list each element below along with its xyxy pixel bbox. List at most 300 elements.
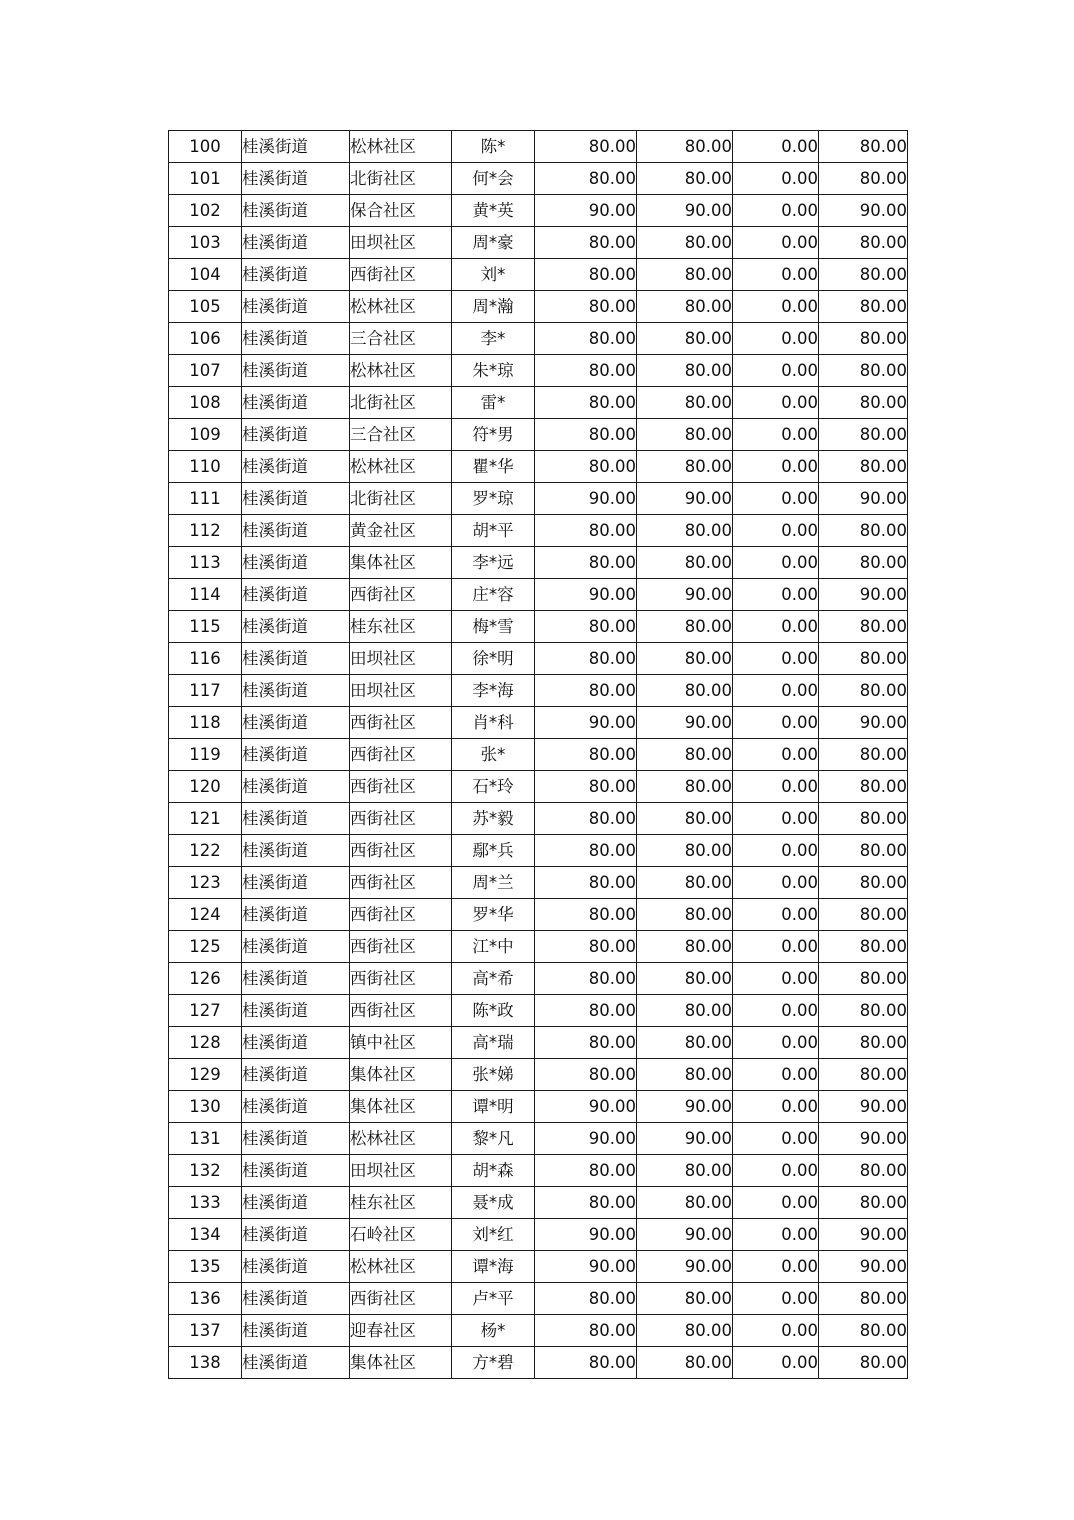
row-number-cell: 104 <box>169 259 242 291</box>
amount-cell-2: 80.00 <box>637 1315 733 1347</box>
amount-cell-4: 90.00 <box>819 1091 908 1123</box>
amount-cell-1: 80.00 <box>535 227 637 259</box>
name-cell: 瞿*华 <box>452 451 535 483</box>
amount-cell-1: 80.00 <box>535 131 637 163</box>
table-row <box>169 259 908 291</box>
community-cell: 黄金社区 <box>350 515 452 547</box>
table-row <box>169 899 908 931</box>
amount-cell-1: 90.00 <box>535 1091 637 1123</box>
name-cell: 黎*凡 <box>452 1123 535 1155</box>
amount-cell-4: 80.00 <box>819 547 908 579</box>
community-cell: 西街社区 <box>350 803 452 835</box>
street-cell: 桂溪街道 <box>242 1347 350 1379</box>
name-cell: 胡*平 <box>452 515 535 547</box>
table-row <box>169 323 908 355</box>
street-cell: 桂溪街道 <box>242 803 350 835</box>
table-row <box>169 451 908 483</box>
amount-cell-4: 80.00 <box>819 323 908 355</box>
table-row <box>169 1091 908 1123</box>
row-number-cell: 106 <box>169 323 242 355</box>
community-cell: 西街社区 <box>350 707 452 739</box>
amount-cell-1: 80.00 <box>535 1059 637 1091</box>
amount-cell-2: 80.00 <box>637 899 733 931</box>
row-number-cell: 136 <box>169 1283 242 1315</box>
row-number-cell: 130 <box>169 1091 242 1123</box>
name-cell: 江*中 <box>452 931 535 963</box>
community-cell: 集体社区 <box>350 1347 452 1379</box>
street-cell: 桂溪街道 <box>242 739 350 771</box>
row-number-cell: 105 <box>169 291 242 323</box>
name-cell: 罗*琼 <box>452 483 535 515</box>
amount-cell-4: 90.00 <box>819 1251 908 1283</box>
table-row <box>169 483 908 515</box>
row-number-cell: 122 <box>169 835 242 867</box>
roster-table <box>168 130 908 1379</box>
name-cell: 符*男 <box>452 419 535 451</box>
community-cell: 北街社区 <box>350 387 452 419</box>
amount-cell-1: 80.00 <box>535 643 637 675</box>
amount-cell-1: 80.00 <box>535 451 637 483</box>
street-cell: 桂溪街道 <box>242 579 350 611</box>
amount-cell-1: 90.00 <box>535 1123 637 1155</box>
amount-cell-3: 0.00 <box>733 163 819 195</box>
amount-cell-4: 80.00 <box>819 259 908 291</box>
community-cell: 田坝社区 <box>350 643 452 675</box>
table-row <box>169 739 908 771</box>
table-row <box>169 515 908 547</box>
table-row <box>169 1219 908 1251</box>
amount-cell-1: 90.00 <box>535 579 637 611</box>
street-cell: 桂溪街道 <box>242 387 350 419</box>
amount-cell-1: 80.00 <box>535 963 637 995</box>
community-cell: 田坝社区 <box>350 675 452 707</box>
amount-cell-4: 80.00 <box>819 131 908 163</box>
row-number-cell: 138 <box>169 1347 242 1379</box>
community-cell: 集体社区 <box>350 547 452 579</box>
amount-cell-4: 80.00 <box>819 1315 908 1347</box>
amount-cell-3: 0.00 <box>733 739 819 771</box>
table-row <box>169 291 908 323</box>
community-cell: 松林社区 <box>350 451 452 483</box>
amount-cell-2: 80.00 <box>637 419 733 451</box>
amount-cell-4: 90.00 <box>819 1219 908 1251</box>
table-row <box>169 387 908 419</box>
amount-cell-1: 80.00 <box>535 547 637 579</box>
amount-cell-2: 80.00 <box>637 1347 733 1379</box>
amount-cell-1: 80.00 <box>535 739 637 771</box>
amount-cell-2: 80.00 <box>637 227 733 259</box>
community-cell: 保合社区 <box>350 195 452 227</box>
row-number-cell: 126 <box>169 963 242 995</box>
amount-cell-1: 80.00 <box>535 995 637 1027</box>
amount-cell-1: 90.00 <box>535 1219 637 1251</box>
amount-cell-3: 0.00 <box>733 1251 819 1283</box>
street-cell: 桂溪街道 <box>242 1059 350 1091</box>
amount-cell-2: 80.00 <box>637 387 733 419</box>
name-cell: 梅*雪 <box>452 611 535 643</box>
street-cell: 桂溪街道 <box>242 451 350 483</box>
amount-cell-3: 0.00 <box>733 675 819 707</box>
amount-cell-1: 90.00 <box>535 483 637 515</box>
table-row <box>169 547 908 579</box>
amount-cell-1: 80.00 <box>535 835 637 867</box>
row-number-cell: 137 <box>169 1315 242 1347</box>
street-cell: 桂溪街道 <box>242 771 350 803</box>
community-cell: 三合社区 <box>350 323 452 355</box>
community-cell: 桂东社区 <box>350 611 452 643</box>
amount-cell-4: 80.00 <box>819 163 908 195</box>
amount-cell-3: 0.00 <box>733 1219 819 1251</box>
amount-cell-3: 0.00 <box>733 1123 819 1155</box>
amount-cell-4: 80.00 <box>819 291 908 323</box>
table-row <box>169 227 908 259</box>
community-cell: 三合社区 <box>350 419 452 451</box>
amount-cell-3: 0.00 <box>733 1187 819 1219</box>
street-cell: 桂溪街道 <box>242 1283 350 1315</box>
table-row <box>169 1187 908 1219</box>
amount-cell-4: 80.00 <box>819 1187 908 1219</box>
amount-cell-3: 0.00 <box>733 803 819 835</box>
amount-cell-3: 0.00 <box>733 867 819 899</box>
table-row <box>169 675 908 707</box>
amount-cell-1: 80.00 <box>535 291 637 323</box>
amount-cell-2: 90.00 <box>637 707 733 739</box>
amount-cell-2: 80.00 <box>637 163 733 195</box>
street-cell: 桂溪街道 <box>242 1027 350 1059</box>
community-cell: 西街社区 <box>350 899 452 931</box>
street-cell: 桂溪街道 <box>242 707 350 739</box>
street-cell: 桂溪街道 <box>242 611 350 643</box>
name-cell: 朱*琼 <box>452 355 535 387</box>
amount-cell-1: 80.00 <box>535 771 637 803</box>
amount-cell-2: 80.00 <box>637 291 733 323</box>
row-number-cell: 131 <box>169 1123 242 1155</box>
amount-cell-4: 90.00 <box>819 1123 908 1155</box>
amount-cell-2: 80.00 <box>637 131 733 163</box>
amount-cell-3: 0.00 <box>733 1315 819 1347</box>
community-cell: 田坝社区 <box>350 227 452 259</box>
row-number-cell: 109 <box>169 419 242 451</box>
row-number-cell: 123 <box>169 867 242 899</box>
name-cell: 谭*明 <box>452 1091 535 1123</box>
name-cell: 胡*森 <box>452 1155 535 1187</box>
street-cell: 桂溪街道 <box>242 1219 350 1251</box>
amount-cell-4: 90.00 <box>819 483 908 515</box>
row-number-cell: 127 <box>169 995 242 1027</box>
amount-cell-1: 80.00 <box>535 515 637 547</box>
amount-cell-2: 80.00 <box>637 1059 733 1091</box>
row-number-cell: 116 <box>169 643 242 675</box>
row-number-cell: 118 <box>169 707 242 739</box>
row-number-cell: 114 <box>169 579 242 611</box>
row-number-cell: 119 <box>169 739 242 771</box>
street-cell: 桂溪街道 <box>242 195 350 227</box>
amount-cell-3: 0.00 <box>733 387 819 419</box>
amount-cell-4: 80.00 <box>819 899 908 931</box>
street-cell: 桂溪街道 <box>242 867 350 899</box>
table-row <box>169 419 908 451</box>
row-number-cell: 101 <box>169 163 242 195</box>
street-cell: 桂溪街道 <box>242 1155 350 1187</box>
street-cell: 桂溪街道 <box>242 675 350 707</box>
amount-cell-4: 80.00 <box>819 355 908 387</box>
amount-cell-4: 80.00 <box>819 867 908 899</box>
name-cell: 石*玲 <box>452 771 535 803</box>
name-cell: 苏*毅 <box>452 803 535 835</box>
amount-cell-1: 80.00 <box>535 355 637 387</box>
table-row <box>169 771 908 803</box>
amount-cell-1: 80.00 <box>535 899 637 931</box>
name-cell: 高*瑞 <box>452 1027 535 1059</box>
amount-cell-4: 80.00 <box>819 1027 908 1059</box>
amount-cell-2: 80.00 <box>637 867 733 899</box>
amount-cell-4: 80.00 <box>819 931 908 963</box>
amount-cell-3: 0.00 <box>733 195 819 227</box>
table-row <box>169 1123 908 1155</box>
community-cell: 西街社区 <box>350 1283 452 1315</box>
row-number-cell: 135 <box>169 1251 242 1283</box>
row-number-cell: 113 <box>169 547 242 579</box>
amount-cell-4: 80.00 <box>819 227 908 259</box>
amount-cell-4: 80.00 <box>819 1155 908 1187</box>
amount-cell-3: 0.00 <box>733 547 819 579</box>
amount-cell-2: 80.00 <box>637 995 733 1027</box>
amount-cell-1: 80.00 <box>535 1187 637 1219</box>
row-number-cell: 124 <box>169 899 242 931</box>
row-number-cell: 112 <box>169 515 242 547</box>
amount-cell-2: 80.00 <box>637 739 733 771</box>
name-cell: 卢*平 <box>452 1283 535 1315</box>
street-cell: 桂溪街道 <box>242 355 350 387</box>
community-cell: 镇中社区 <box>350 1027 452 1059</box>
community-cell: 松林社区 <box>350 1123 452 1155</box>
amount-cell-1: 80.00 <box>535 611 637 643</box>
amount-cell-3: 0.00 <box>733 1347 819 1379</box>
table-row <box>169 355 908 387</box>
amount-cell-4: 80.00 <box>819 611 908 643</box>
community-cell: 集体社区 <box>350 1059 452 1091</box>
table-row <box>169 643 908 675</box>
street-cell: 桂溪街道 <box>242 963 350 995</box>
table-row <box>169 1347 908 1379</box>
street-cell: 桂溪街道 <box>242 643 350 675</box>
table-row <box>169 1283 908 1315</box>
amount-cell-2: 80.00 <box>637 547 733 579</box>
amount-cell-3: 0.00 <box>733 579 819 611</box>
amount-cell-4: 80.00 <box>819 643 908 675</box>
amount-cell-2: 80.00 <box>637 1283 733 1315</box>
name-cell: 庄*容 <box>452 579 535 611</box>
amount-cell-1: 80.00 <box>535 675 637 707</box>
amount-cell-3: 0.00 <box>733 451 819 483</box>
table-row <box>169 611 908 643</box>
amount-cell-1: 90.00 <box>535 1251 637 1283</box>
name-cell: 罗*华 <box>452 899 535 931</box>
street-cell: 桂溪街道 <box>242 259 350 291</box>
community-cell: 迎春社区 <box>350 1315 452 1347</box>
amount-cell-2: 90.00 <box>637 1219 733 1251</box>
row-number-cell: 108 <box>169 387 242 419</box>
amount-cell-2: 80.00 <box>637 1187 733 1219</box>
amount-cell-2: 90.00 <box>637 483 733 515</box>
name-cell: 雷* <box>452 387 535 419</box>
amount-cell-4: 80.00 <box>819 387 908 419</box>
table-row <box>169 995 908 1027</box>
amount-cell-3: 0.00 <box>733 419 819 451</box>
amount-cell-3: 0.00 <box>733 227 819 259</box>
amount-cell-2: 90.00 <box>637 1251 733 1283</box>
street-cell: 桂溪街道 <box>242 419 350 451</box>
amount-cell-2: 80.00 <box>637 643 733 675</box>
table-row <box>169 195 908 227</box>
roster-table-body <box>169 131 908 1379</box>
row-number-cell: 120 <box>169 771 242 803</box>
street-cell: 桂溪街道 <box>242 835 350 867</box>
community-cell: 西街社区 <box>350 931 452 963</box>
row-number-cell: 125 <box>169 931 242 963</box>
amount-cell-1: 80.00 <box>535 931 637 963</box>
name-cell: 周*瀚 <box>452 291 535 323</box>
street-cell: 桂溪街道 <box>242 291 350 323</box>
community-cell: 西街社区 <box>350 995 452 1027</box>
amount-cell-1: 80.00 <box>535 323 637 355</box>
table-row <box>169 579 908 611</box>
street-cell: 桂溪街道 <box>242 483 350 515</box>
table-row <box>169 835 908 867</box>
amount-cell-2: 80.00 <box>637 355 733 387</box>
street-cell: 桂溪街道 <box>242 227 350 259</box>
amount-cell-2: 90.00 <box>637 579 733 611</box>
name-cell: 徐*明 <box>452 643 535 675</box>
name-cell: 刘* <box>452 259 535 291</box>
amount-cell-1: 80.00 <box>535 1027 637 1059</box>
amount-cell-2: 80.00 <box>637 1155 733 1187</box>
street-cell: 桂溪街道 <box>242 515 350 547</box>
amount-cell-4: 80.00 <box>819 803 908 835</box>
community-cell: 田坝社区 <box>350 1155 452 1187</box>
community-cell: 西街社区 <box>350 963 452 995</box>
street-cell: 桂溪街道 <box>242 323 350 355</box>
table-row <box>169 1027 908 1059</box>
community-cell: 西街社区 <box>350 259 452 291</box>
community-cell: 石岭社区 <box>350 1219 452 1251</box>
community-cell: 松林社区 <box>350 291 452 323</box>
amount-cell-4: 80.00 <box>819 995 908 1027</box>
row-number-cell: 103 <box>169 227 242 259</box>
community-cell: 西街社区 <box>350 867 452 899</box>
name-cell: 李*远 <box>452 547 535 579</box>
name-cell: 李* <box>452 323 535 355</box>
amount-cell-3: 0.00 <box>733 771 819 803</box>
community-cell: 桂东社区 <box>350 1187 452 1219</box>
amount-cell-4: 90.00 <box>819 195 908 227</box>
table-row <box>169 163 908 195</box>
amount-cell-2: 80.00 <box>637 803 733 835</box>
amount-cell-2: 80.00 <box>637 675 733 707</box>
amount-cell-3: 0.00 <box>733 899 819 931</box>
name-cell: 谭*海 <box>452 1251 535 1283</box>
name-cell: 鄢*兵 <box>452 835 535 867</box>
amount-cell-3: 0.00 <box>733 291 819 323</box>
amount-cell-2: 90.00 <box>637 1123 733 1155</box>
amount-cell-3: 0.00 <box>733 1027 819 1059</box>
amount-cell-3: 0.00 <box>733 931 819 963</box>
community-cell: 北街社区 <box>350 483 452 515</box>
amount-cell-2: 80.00 <box>637 835 733 867</box>
amount-cell-2: 80.00 <box>637 323 733 355</box>
row-number-cell: 133 <box>169 1187 242 1219</box>
amount-cell-1: 80.00 <box>535 419 637 451</box>
row-number-cell: 121 <box>169 803 242 835</box>
row-number-cell: 134 <box>169 1219 242 1251</box>
amount-cell-1: 80.00 <box>535 1283 637 1315</box>
row-number-cell: 111 <box>169 483 242 515</box>
table-row <box>169 867 908 899</box>
amount-cell-4: 80.00 <box>819 451 908 483</box>
amount-cell-3: 0.00 <box>733 323 819 355</box>
amount-cell-1: 80.00 <box>535 1315 637 1347</box>
amount-cell-3: 0.00 <box>733 355 819 387</box>
table-row <box>169 707 908 739</box>
name-cell: 肖*科 <box>452 707 535 739</box>
amount-cell-1: 80.00 <box>535 803 637 835</box>
community-cell: 西街社区 <box>350 579 452 611</box>
name-cell: 张*娣 <box>452 1059 535 1091</box>
street-cell: 桂溪街道 <box>242 1187 350 1219</box>
amount-cell-4: 80.00 <box>819 1347 908 1379</box>
amount-cell-3: 0.00 <box>733 1091 819 1123</box>
amount-cell-3: 0.00 <box>733 483 819 515</box>
street-cell: 桂溪街道 <box>242 1091 350 1123</box>
row-number-cell: 102 <box>169 195 242 227</box>
name-cell: 张* <box>452 739 535 771</box>
amount-cell-2: 80.00 <box>637 931 733 963</box>
row-number-cell: 129 <box>169 1059 242 1091</box>
amount-cell-1: 90.00 <box>535 707 637 739</box>
name-cell: 何*会 <box>452 163 535 195</box>
community-cell: 松林社区 <box>350 131 452 163</box>
amount-cell-3: 0.00 <box>733 131 819 163</box>
name-cell: 杨* <box>452 1315 535 1347</box>
row-number-cell: 117 <box>169 675 242 707</box>
community-cell: 松林社区 <box>350 355 452 387</box>
amount-cell-1: 80.00 <box>535 259 637 291</box>
community-cell: 西街社区 <box>350 835 452 867</box>
amount-cell-1: 80.00 <box>535 1347 637 1379</box>
table-row <box>169 1251 908 1283</box>
row-number-cell: 100 <box>169 131 242 163</box>
name-cell: 黄*英 <box>452 195 535 227</box>
amount-cell-2: 80.00 <box>637 1027 733 1059</box>
amount-cell-3: 0.00 <box>733 611 819 643</box>
amount-cell-3: 0.00 <box>733 835 819 867</box>
row-number-cell: 115 <box>169 611 242 643</box>
amount-cell-4: 80.00 <box>819 515 908 547</box>
name-cell: 方*碧 <box>452 1347 535 1379</box>
row-number-cell: 132 <box>169 1155 242 1187</box>
community-cell: 集体社区 <box>350 1091 452 1123</box>
street-cell: 桂溪街道 <box>242 131 350 163</box>
table-row <box>169 963 908 995</box>
amount-cell-4: 80.00 <box>819 675 908 707</box>
row-number-cell: 107 <box>169 355 242 387</box>
community-cell: 西街社区 <box>350 739 452 771</box>
street-cell: 桂溪街道 <box>242 899 350 931</box>
amount-cell-2: 90.00 <box>637 1091 733 1123</box>
street-cell: 桂溪街道 <box>242 995 350 1027</box>
amount-cell-4: 80.00 <box>819 1283 908 1315</box>
street-cell: 桂溪街道 <box>242 1123 350 1155</box>
